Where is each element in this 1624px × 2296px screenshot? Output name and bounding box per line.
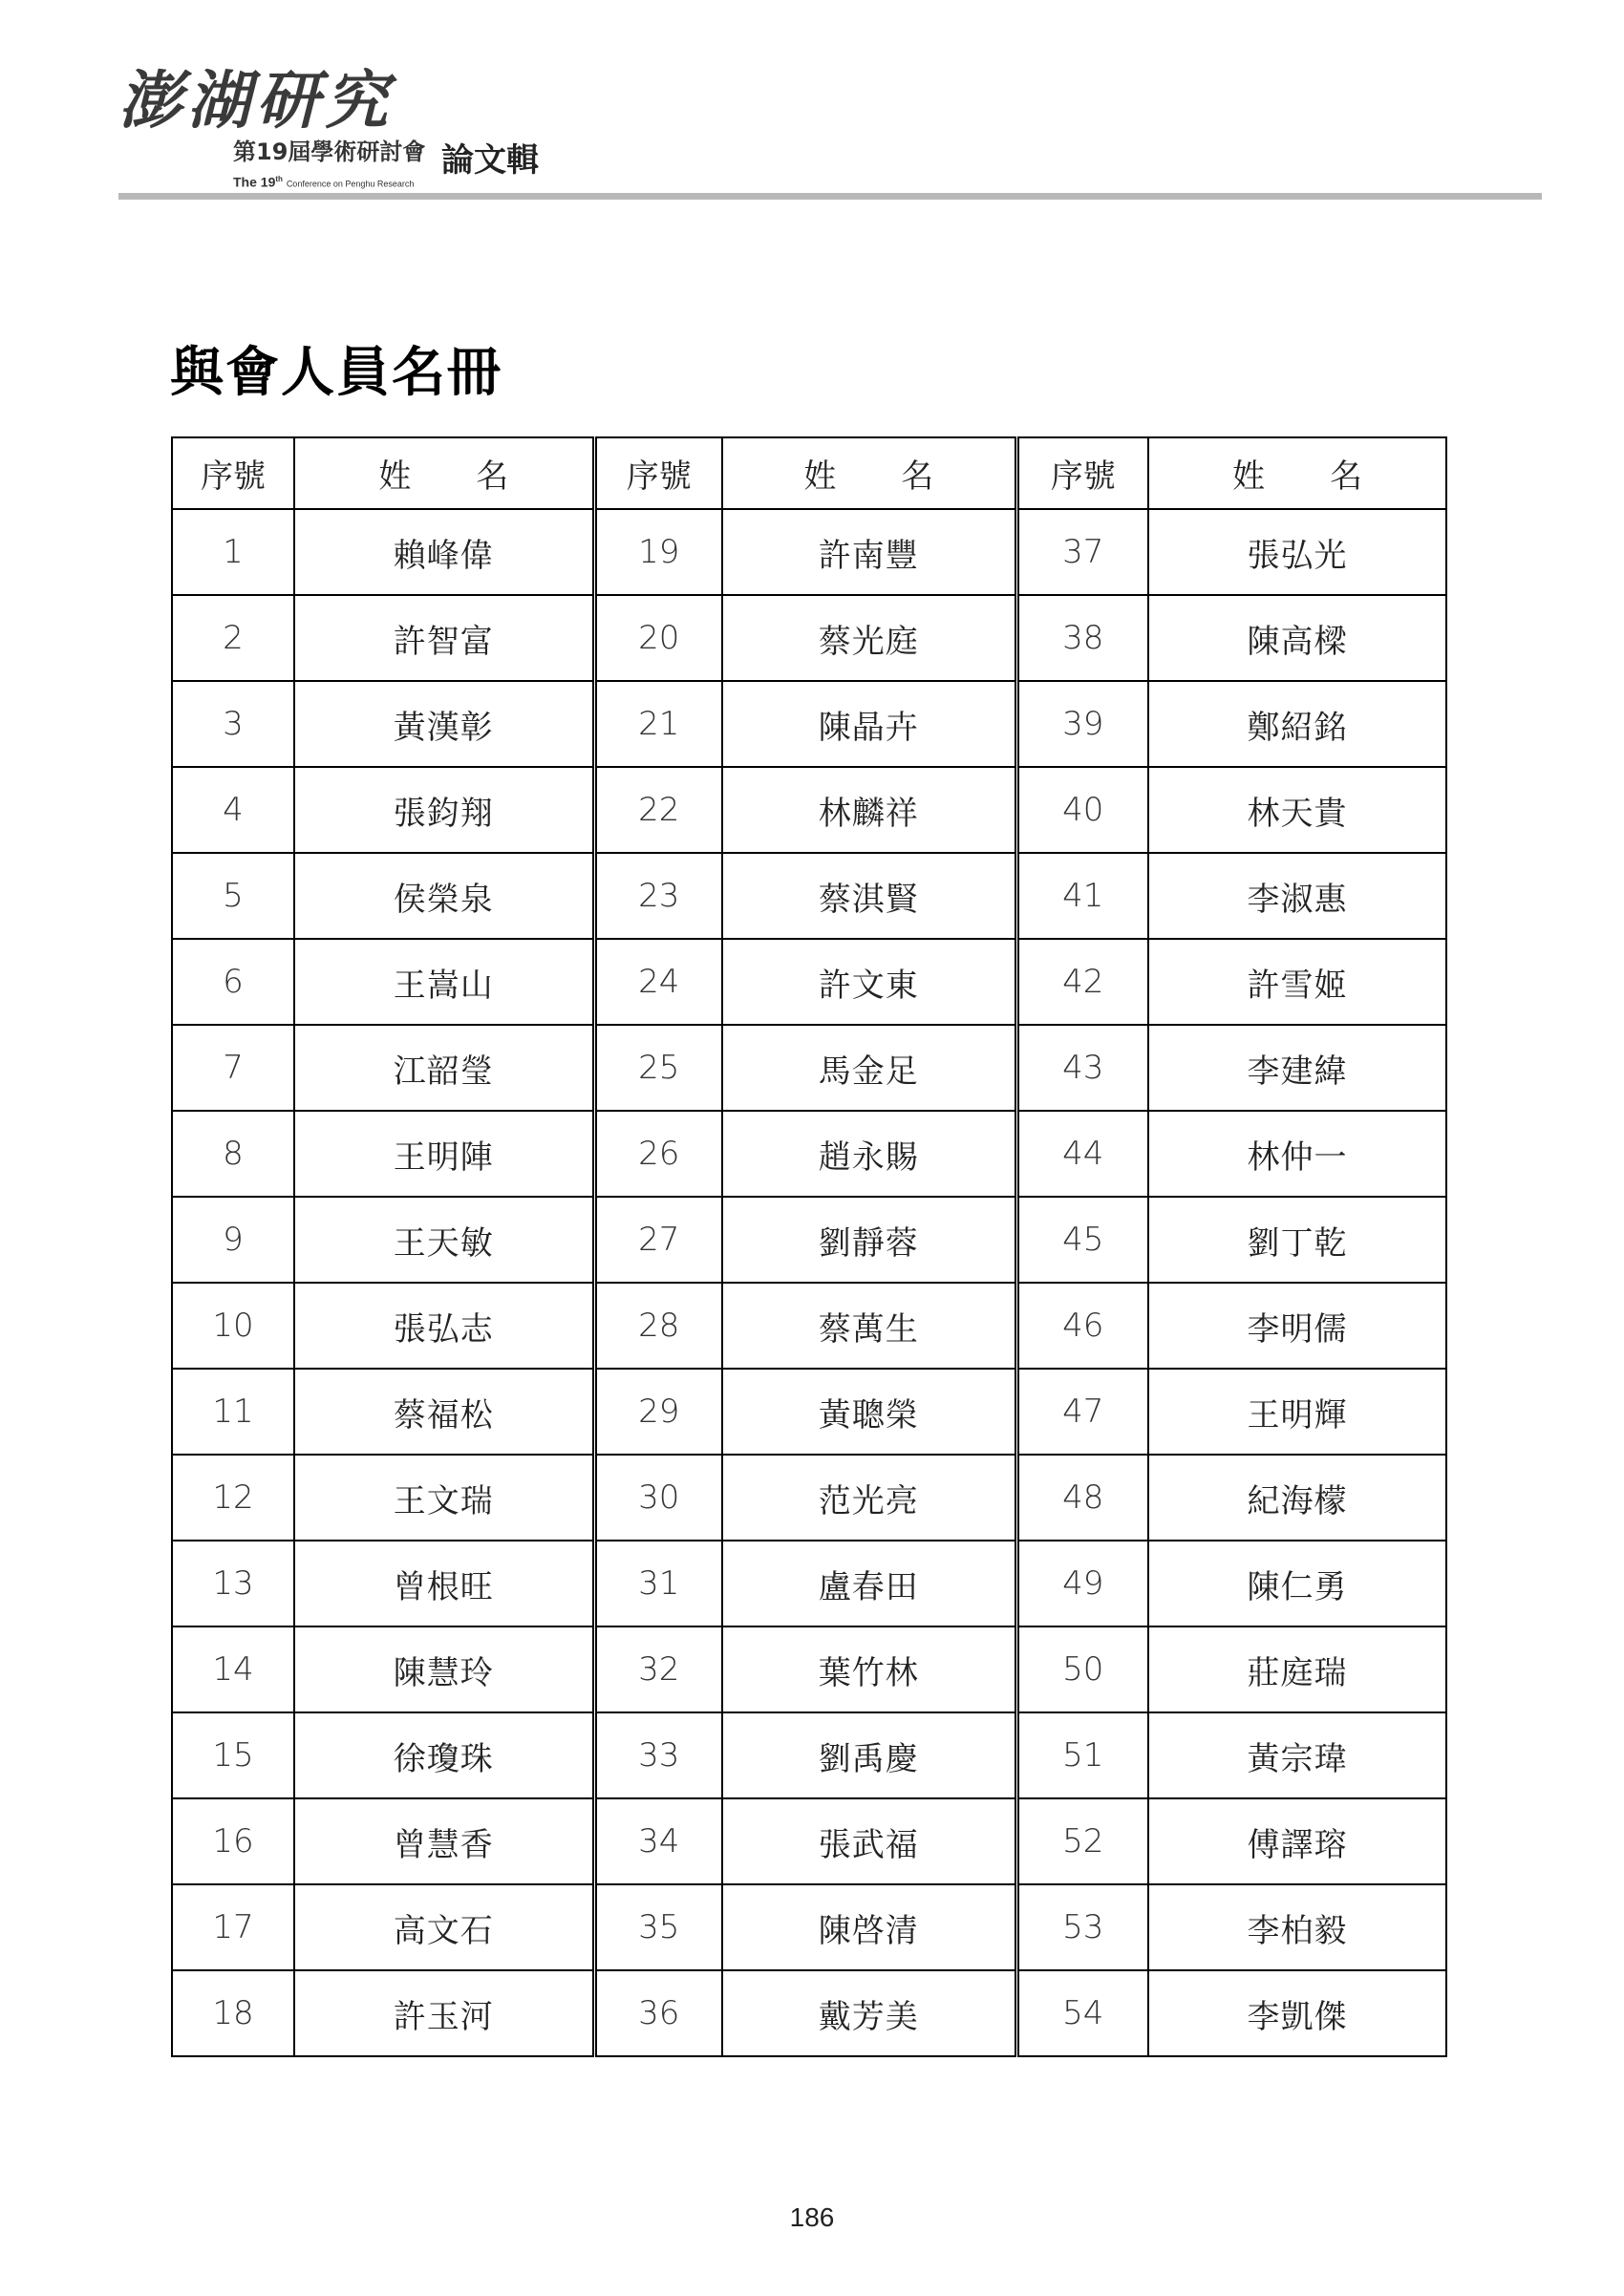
name-cell: 王明輝	[1148, 1369, 1446, 1455]
seq-cell: 24	[594, 939, 722, 1025]
table-row	[172, 1025, 1446, 1111]
name-cell: 蔡萬生	[722, 1283, 1016, 1369]
name-cell: 劉靜蓉	[722, 1197, 1016, 1283]
name-cell: 林麟祥	[722, 767, 1016, 853]
seq-cell: 10	[172, 1283, 294, 1369]
conference-en-ordinal: th	[275, 175, 283, 183]
seq-cell: 9	[172, 1197, 294, 1283]
name-cell: 劉丁乾	[1148, 1197, 1446, 1283]
name-cell: 李凱傑	[1148, 1970, 1446, 2056]
seq-cell: 5	[172, 853, 294, 939]
table-row	[172, 1798, 1446, 1884]
conference-en-suffix: Conference on Penghu Research	[286, 179, 415, 189]
seq-cell: 25	[594, 1025, 722, 1111]
seq-cell: 48	[1016, 1455, 1148, 1541]
name-cell: 李明儒	[1148, 1283, 1446, 1369]
seq-cell: 15	[172, 1712, 294, 1798]
name-cell: 莊庭瑞	[1148, 1626, 1446, 1712]
table-row	[172, 1970, 1446, 2056]
name-cell: 許玉河	[294, 1970, 594, 2056]
name-cell: 張弘志	[294, 1283, 594, 1369]
seq-cell: 21	[594, 681, 722, 767]
seq-cell: 34	[594, 1798, 722, 1884]
name-cell: 范光亮	[722, 1455, 1016, 1541]
name-cell: 葉竹林	[722, 1626, 1016, 1712]
seq-cell: 35	[594, 1884, 722, 1970]
name-cell: 黃聰榮	[722, 1369, 1016, 1455]
name-cell: 高文石	[294, 1884, 594, 1970]
seq-cell: 2	[172, 595, 294, 681]
seq-cell: 11	[172, 1369, 294, 1455]
header-seq: 序號	[594, 437, 722, 509]
name-cell: 紀海檬	[1148, 1455, 1446, 1541]
table-row	[172, 681, 1446, 767]
conference-en-prefix: The 19	[233, 174, 276, 190]
name-cell: 李淑惠	[1148, 853, 1446, 939]
seq-cell: 50	[1016, 1626, 1148, 1712]
header-divider	[118, 193, 1542, 200]
table-row	[172, 1197, 1446, 1283]
name-cell: 蔡淇賢	[722, 853, 1016, 939]
name-cell: 賴峰偉	[294, 509, 594, 595]
name-cell: 陳高樑	[1148, 595, 1446, 681]
seq-cell: 33	[594, 1712, 722, 1798]
seq-cell: 28	[594, 1283, 722, 1369]
journal-logo-title: 澎湖研究	[118, 63, 394, 138]
seq-cell: 13	[172, 1541, 294, 1626]
name-cell: 蔡光庭	[722, 595, 1016, 681]
name-cell: 趙永賜	[722, 1111, 1016, 1197]
proceedings-label: 論文輯	[441, 141, 539, 180]
seq-cell: 27	[594, 1197, 722, 1283]
seq-cell: 17	[172, 1884, 294, 1970]
seq-cell: 1	[172, 509, 294, 595]
page-header	[118, 63, 1542, 201]
name-cell: 張武福	[722, 1798, 1016, 1884]
seq-cell: 23	[594, 853, 722, 939]
name-cell: 王明陣	[294, 1111, 594, 1197]
seq-cell: 42	[1016, 939, 1148, 1025]
table-row	[172, 1455, 1446, 1541]
name-cell: 鄭紹銘	[1148, 681, 1446, 767]
seq-cell: 44	[1016, 1111, 1148, 1197]
seq-cell: 31	[594, 1541, 722, 1626]
name-cell: 林天貴	[1148, 767, 1446, 853]
table-row	[172, 1626, 1446, 1712]
seq-cell: 47	[1016, 1369, 1148, 1455]
name-cell: 盧春田	[722, 1541, 1016, 1626]
seq-cell: 7	[172, 1025, 294, 1111]
seq-cell: 43	[1016, 1025, 1148, 1111]
name-cell: 戴芳美	[722, 1970, 1016, 2056]
table-row	[172, 1283, 1446, 1369]
seq-cell: 26	[594, 1111, 722, 1197]
table-row	[172, 1712, 1446, 1798]
name-cell: 黃漢彰	[294, 681, 594, 767]
name-cell: 陳慧玲	[294, 1626, 594, 1712]
table-row	[172, 1541, 1446, 1626]
seq-cell: 20	[594, 595, 722, 681]
name-cell: 陳啓清	[722, 1884, 1016, 1970]
table-header-row	[172, 437, 1446, 509]
name-cell: 李建緯	[1148, 1025, 1446, 1111]
name-cell: 曾根旺	[294, 1541, 594, 1626]
attendee-roster-table	[171, 436, 1447, 2057]
seq-cell: 41	[1016, 853, 1148, 939]
table-row	[172, 1369, 1446, 1455]
name-cell: 許南豐	[722, 509, 1016, 595]
header-name: 姓 名	[294, 437, 594, 509]
header-seq: 序號	[1016, 437, 1148, 509]
name-cell: 黃宗瑋	[1148, 1712, 1446, 1798]
name-cell: 徐瓊珠	[294, 1712, 594, 1798]
seq-cell: 14	[172, 1626, 294, 1712]
seq-cell: 46	[1016, 1283, 1148, 1369]
table-row	[172, 1884, 1446, 1970]
seq-cell: 54	[1016, 1970, 1148, 2056]
table-row	[172, 595, 1446, 681]
header-seq: 序號	[172, 437, 294, 509]
table-row	[172, 1111, 1446, 1197]
seq-cell: 12	[172, 1455, 294, 1541]
seq-cell: 51	[1016, 1712, 1148, 1798]
conference-title-zh: 第19屆學術研討會	[233, 138, 426, 165]
seq-cell: 38	[1016, 595, 1148, 681]
table-row	[172, 853, 1446, 939]
seq-cell: 8	[172, 1111, 294, 1197]
name-cell: 馬金足	[722, 1025, 1016, 1111]
seq-cell: 53	[1016, 1884, 1148, 1970]
name-cell: 王天敏	[294, 1197, 594, 1283]
name-cell: 江韶瑩	[294, 1025, 594, 1111]
seq-cell: 45	[1016, 1197, 1148, 1283]
page-number: 186	[789, 2202, 835, 2232]
page-title: 與會人員名冊	[170, 341, 502, 404]
name-cell: 侯榮泉	[294, 853, 594, 939]
seq-cell: 3	[172, 681, 294, 767]
name-cell: 劉禹慶	[722, 1712, 1016, 1798]
seq-cell: 16	[172, 1798, 294, 1884]
seq-cell: 29	[594, 1369, 722, 1455]
name-cell: 許文東	[722, 939, 1016, 1025]
seq-cell: 19	[594, 509, 722, 595]
seq-cell: 52	[1016, 1798, 1148, 1884]
seq-cell: 4	[172, 767, 294, 853]
name-cell: 李柏毅	[1148, 1884, 1446, 1970]
seq-cell: 40	[1016, 767, 1148, 853]
seq-cell: 39	[1016, 681, 1148, 767]
conference-title-en	[233, 170, 414, 194]
seq-cell: 6	[172, 939, 294, 1025]
name-cell: 林仲一	[1148, 1111, 1446, 1197]
seq-cell: 32	[594, 1626, 722, 1712]
seq-cell: 49	[1016, 1541, 1148, 1626]
header-name: 姓 名	[722, 437, 1016, 509]
seq-cell: 30	[594, 1455, 722, 1541]
name-cell: 張鈞翔	[294, 767, 594, 853]
table-row	[172, 939, 1446, 1025]
seq-cell: 18	[172, 1970, 294, 2056]
name-cell: 張弘光	[1148, 509, 1446, 595]
seq-cell: 37	[1016, 509, 1148, 595]
name-cell: 曾慧香	[294, 1798, 594, 1884]
name-cell: 陳仁勇	[1148, 1541, 1446, 1626]
name-cell: 傅譯瑢	[1148, 1798, 1446, 1884]
name-cell: 陳晶卉	[722, 681, 1016, 767]
seq-cell: 36	[594, 1970, 722, 2056]
name-cell: 蔡福松	[294, 1369, 594, 1455]
header-name: 姓 名	[1148, 437, 1446, 509]
seq-cell: 22	[594, 767, 722, 853]
name-cell: 許雪姬	[1148, 939, 1446, 1025]
name-cell: 王嵩山	[294, 939, 594, 1025]
name-cell: 王文瑞	[294, 1455, 594, 1541]
table-row	[172, 767, 1446, 853]
table-row	[172, 509, 1446, 595]
name-cell: 許智富	[294, 595, 594, 681]
